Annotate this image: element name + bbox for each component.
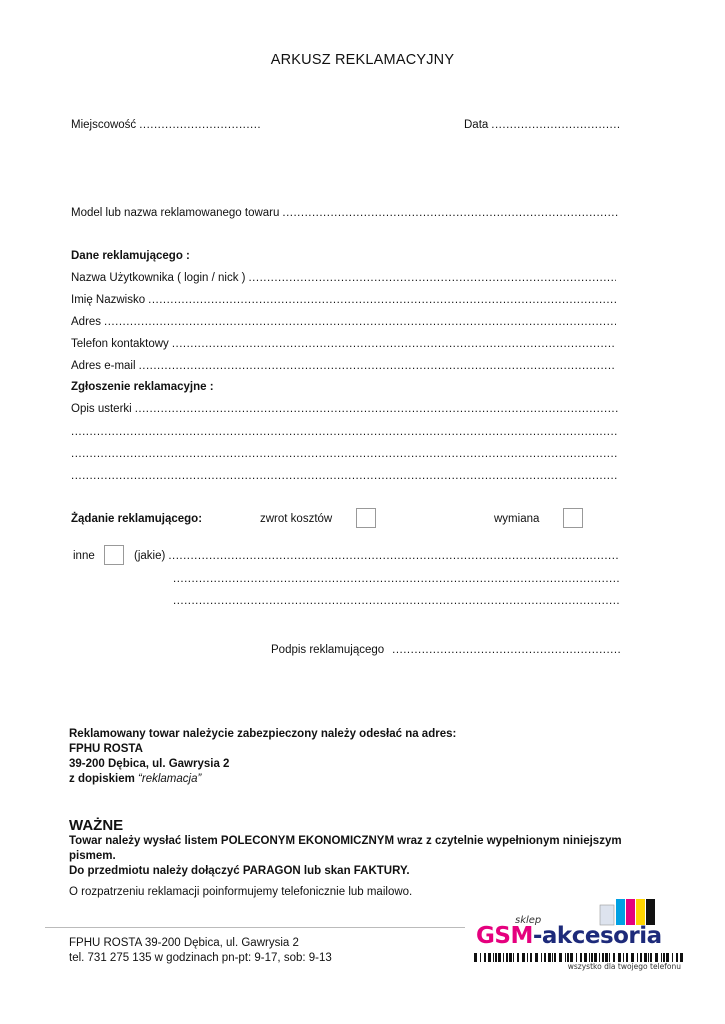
barcode-bar: [517, 953, 519, 962]
defect-line-3[interactable]: [71, 448, 618, 460]
signature-label: Podpis reklamującego: [271, 644, 385, 656]
barcode-bar: [599, 953, 600, 962]
other-checkbox[interactable]: [104, 545, 124, 565]
email-field[interactable]: [71, 360, 616, 372]
defect-label: Opis usterki: [71, 403, 132, 415]
barcode-bar: [613, 953, 615, 962]
footer-line-1: FPHU ROSTA 39-200 Dębica, ul. Gawrysia 2: [69, 937, 299, 949]
barcode-bar: [605, 953, 608, 962]
barcode-bar: [666, 953, 669, 962]
claimant-heading: Dane reklamującego :: [71, 250, 190, 262]
barcode-bar: [530, 953, 532, 962]
ink-cyan-icon: [616, 899, 625, 925]
email-label: Adres e-mail: [71, 360, 136, 372]
logo-brand-akcesoria: -akcesoria: [532, 923, 662, 949]
barcode-bar: [589, 953, 590, 962]
barcode-bar: [623, 953, 624, 962]
exchange-label: wymiana: [494, 513, 540, 525]
barcode-bar: [580, 953, 582, 962]
barcode-bar: [609, 953, 610, 962]
phone-field[interactable]: [71, 338, 616, 350]
date-label: Data: [464, 119, 489, 131]
barcode-bar: [631, 953, 634, 962]
important-line-2: pismem.: [69, 850, 116, 862]
barcode-bar: [541, 953, 542, 962]
shipping-line-4-prefix: z dopiskiem: [69, 773, 139, 785]
barcode-icon: [474, 953, 684, 962]
date-field[interactable]: [464, 119, 621, 131]
other-line-3[interactable]: [173, 595, 620, 607]
barcode-bar: [661, 953, 662, 962]
barcode-bar: [495, 953, 497, 962]
barcode-bar: [559, 953, 562, 962]
ink-black-icon: [646, 899, 655, 925]
barcode-bar: [527, 953, 528, 962]
barcode-bar: [618, 953, 621, 962]
barcode-bar: [637, 953, 638, 962]
barcode-bar: [484, 953, 486, 962]
barcode-bar: [567, 953, 569, 962]
address-label: Adres: [71, 316, 102, 328]
demand-heading: Żądanie reklamującego:: [71, 513, 203, 525]
barcode-bar: [680, 953, 683, 962]
footer-divider: [45, 927, 465, 928]
barcode-bar: [644, 953, 647, 962]
barcode-bar: [509, 953, 512, 962]
barcode-bar: [506, 953, 508, 962]
shipping-line-4: [69, 773, 201, 785]
logo-brand-gsm: GSM: [476, 923, 533, 949]
other-label: inne: [73, 550, 95, 562]
logo-brand: [476, 923, 662, 949]
barcode-bar: [650, 953, 652, 962]
footer-line-2: tel. 731 275 135 w godzinach pn-pt: 9-17, sob: 9-13: [69, 952, 332, 964]
model-label: Model lub nazwa reklamowanego towaru: [71, 207, 280, 219]
barcode-bar: [474, 953, 477, 962]
barcode-bar: [626, 953, 628, 962]
refund-label: zwrot kosztów: [260, 513, 333, 525]
other-which-field[interactable]: [134, 550, 618, 562]
model-field[interactable]: [71, 207, 618, 219]
barcode-bar: [544, 953, 546, 962]
shipping-line-1: Reklamowany towar należycie zabezpieczony należy odesłać na adres:: [69, 728, 457, 740]
signature-field[interactable]: [271, 644, 622, 656]
barcode-bar: [554, 953, 556, 962]
logo-tagline: wszystko dla twojego telefonu: [567, 962, 681, 971]
username-label: Nazwa Użytkownika ( login / nick ): [71, 272, 246, 284]
which-label: (jakie): [134, 550, 166, 562]
barcode-bar: [513, 953, 514, 962]
defect-field[interactable]: [71, 403, 618, 415]
barcode-bar: [602, 953, 604, 962]
place-field[interactable]: [71, 119, 262, 131]
barcode-bar: [594, 953, 597, 962]
name-label: Imię Nazwisko: [71, 294, 146, 306]
address-field[interactable]: [71, 316, 616, 328]
barcode-bar: [480, 953, 481, 962]
username-field[interactable]: [71, 272, 616, 284]
barcode-bar: [676, 953, 678, 962]
shipping-line-2: FPHU ROSTA: [69, 743, 143, 755]
barcode-bar: [663, 953, 665, 962]
barcode-bar: [565, 953, 566, 962]
barcode-bar: [648, 953, 649, 962]
defect-line-4[interactable]: [71, 470, 618, 482]
gsm-akcesoria-logo: [470, 895, 685, 980]
exchange-checkbox[interactable]: [563, 508, 583, 528]
refund-checkbox[interactable]: [356, 508, 376, 528]
barcode-bar: [535, 953, 538, 962]
barcode-bar: [640, 953, 642, 962]
important-line-3: Do przedmiotu należy dołączyć PARAGON lub skan FAKTURY.: [69, 865, 410, 877]
logo-sklep: sklep: [515, 915, 542, 926]
barcode-bar: [522, 953, 525, 962]
place-label: Miejscowość: [71, 119, 137, 131]
important-line-4: O rozpatrzeniu reklamacji poinformujemy telefonicznie lub mailowo.: [69, 886, 413, 898]
barcode-bar: [576, 953, 577, 962]
important-line-1: Towar należy wysłać listem POLECONYM EKONOMICZNYM wraz z czytelnie wypełnionym niniejszym: [69, 835, 622, 847]
barcode-bar: [493, 953, 494, 962]
barcode-bar: [503, 953, 504, 962]
page-title: ARKUSZ REKLAMACYJNY: [270, 52, 455, 68]
barcode-bar: [548, 953, 551, 962]
barcode-bar: [498, 953, 501, 962]
name-field[interactable]: [71, 294, 616, 306]
defect-line-2[interactable]: [71, 426, 618, 438]
barcode-bar: [552, 953, 553, 962]
barcode-bar: [488, 953, 491, 962]
shipping-line-4-italic: “reklamacja”: [138, 773, 202, 785]
phone-label: Telefon kontaktowy: [71, 338, 169, 350]
complaint-heading: Zgłoszenie reklamacyjne :: [71, 381, 214, 393]
barcode-bar: [672, 953, 673, 962]
barcode-bar: [570, 953, 573, 962]
barcode-bar: [655, 953, 658, 962]
ink-magenta-icon: [626, 899, 635, 925]
important-heading: WAŻNE: [69, 817, 124, 834]
barcode-bar: [584, 953, 587, 962]
cart-box-icon: [600, 905, 614, 925]
shipping-line-3: 39-200 Dębica, ul. Gawrysia 2: [69, 758, 230, 770]
other-line-2[interactable]: [173, 573, 620, 585]
ink-yellow-icon: [636, 899, 645, 925]
barcode-bar: [591, 953, 593, 962]
